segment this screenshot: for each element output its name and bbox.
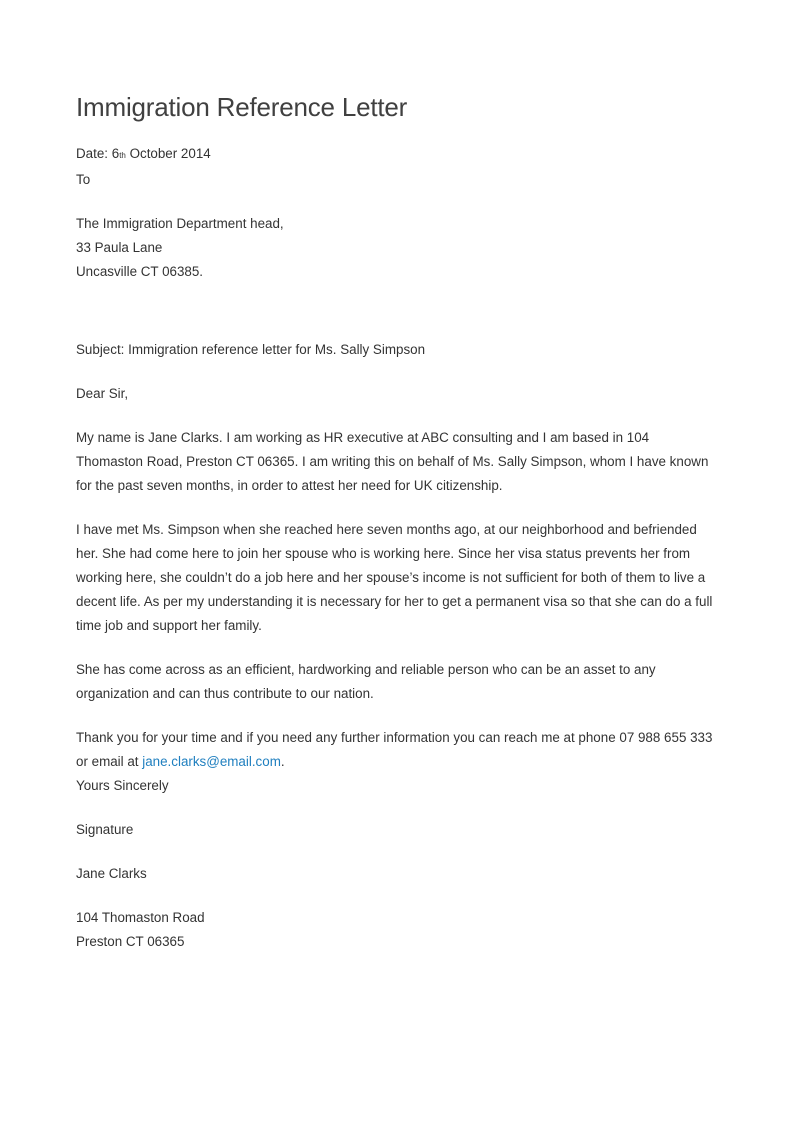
spacer [76, 706, 716, 726]
letter-title: Immigration Reference Letter [76, 92, 408, 122]
sign-off: Yours Sincerely [76, 778, 169, 793]
sender-address [76, 906, 716, 954]
letter-to: To [76, 172, 91, 187]
recipient-line-2: 33 Paula Lane [76, 240, 163, 255]
signature-label: Signature [76, 822, 134, 837]
date-suffix: October 2014 [125, 146, 211, 161]
recipient-address [76, 212, 716, 284]
spacer [76, 284, 716, 338]
sender-name: Jane Clarks [76, 866, 147, 881]
letter-salutation: Dear Sir, [76, 386, 129, 401]
spacer [76, 406, 716, 426]
spacer [76, 638, 716, 658]
body-paragraph-1: My name is Jane Clarks. I am working as HR executive at ABC consulting and I am based in 104 Thomaston Road, Preston CT 06365. I am writing this on behalf of Ms. Sally Simpson, whom I have known for the past seven months, in order to attest her need for UK citizenship. [76, 430, 709, 493]
letter-subject: Subject: Immigration reference letter for Ms. Sally Simpson [76, 342, 426, 357]
spacer [76, 498, 716, 518]
date-ordinal: th [119, 151, 126, 160]
date-prefix: Date: 6 [76, 146, 120, 161]
body-paragraph-2: I have met Ms. Simpson when she reached here seven months ago, at our neighborhood and befriended her. She had come here to join her spouse who is working here. Since her visa status prevents her from working here, she couldn’t do a job here and her spouse’s income is not sufficient for both of them to live a decent life. As per my understanding it is necessary for her to get a permanent visa so that she can do a full time job and support her family. [76, 522, 713, 633]
closing-paragraph [76, 726, 716, 774]
sender-address-line-2: Preston CT 06365 [76, 934, 185, 949]
sender-address-line-1: 104 Thomaston Road [76, 910, 205, 925]
spacer [76, 798, 716, 818]
letter-date [76, 142, 716, 168]
spacer [76, 842, 716, 862]
recipient-line-3: Uncasville CT 06385. [76, 264, 204, 279]
closing-text: Thank you for your time and if you need any further information you can reach me at phone 07 988 655 333 or email at [76, 730, 713, 769]
spacer [76, 886, 716, 906]
recipient-line-1: The Immigration Department head, [76, 216, 284, 231]
body-paragraph-3: She has come across as an efficient, hardworking and reliable person who can be an asset to any organization and can thus contribute to our nation. [76, 662, 656, 701]
email-link[interactable]: jane.clarks@email.com [142, 754, 281, 769]
letter-page [76, 90, 716, 954]
spacer [76, 362, 716, 382]
spacer [76, 192, 716, 212]
email-suffix: . [280, 754, 285, 769]
